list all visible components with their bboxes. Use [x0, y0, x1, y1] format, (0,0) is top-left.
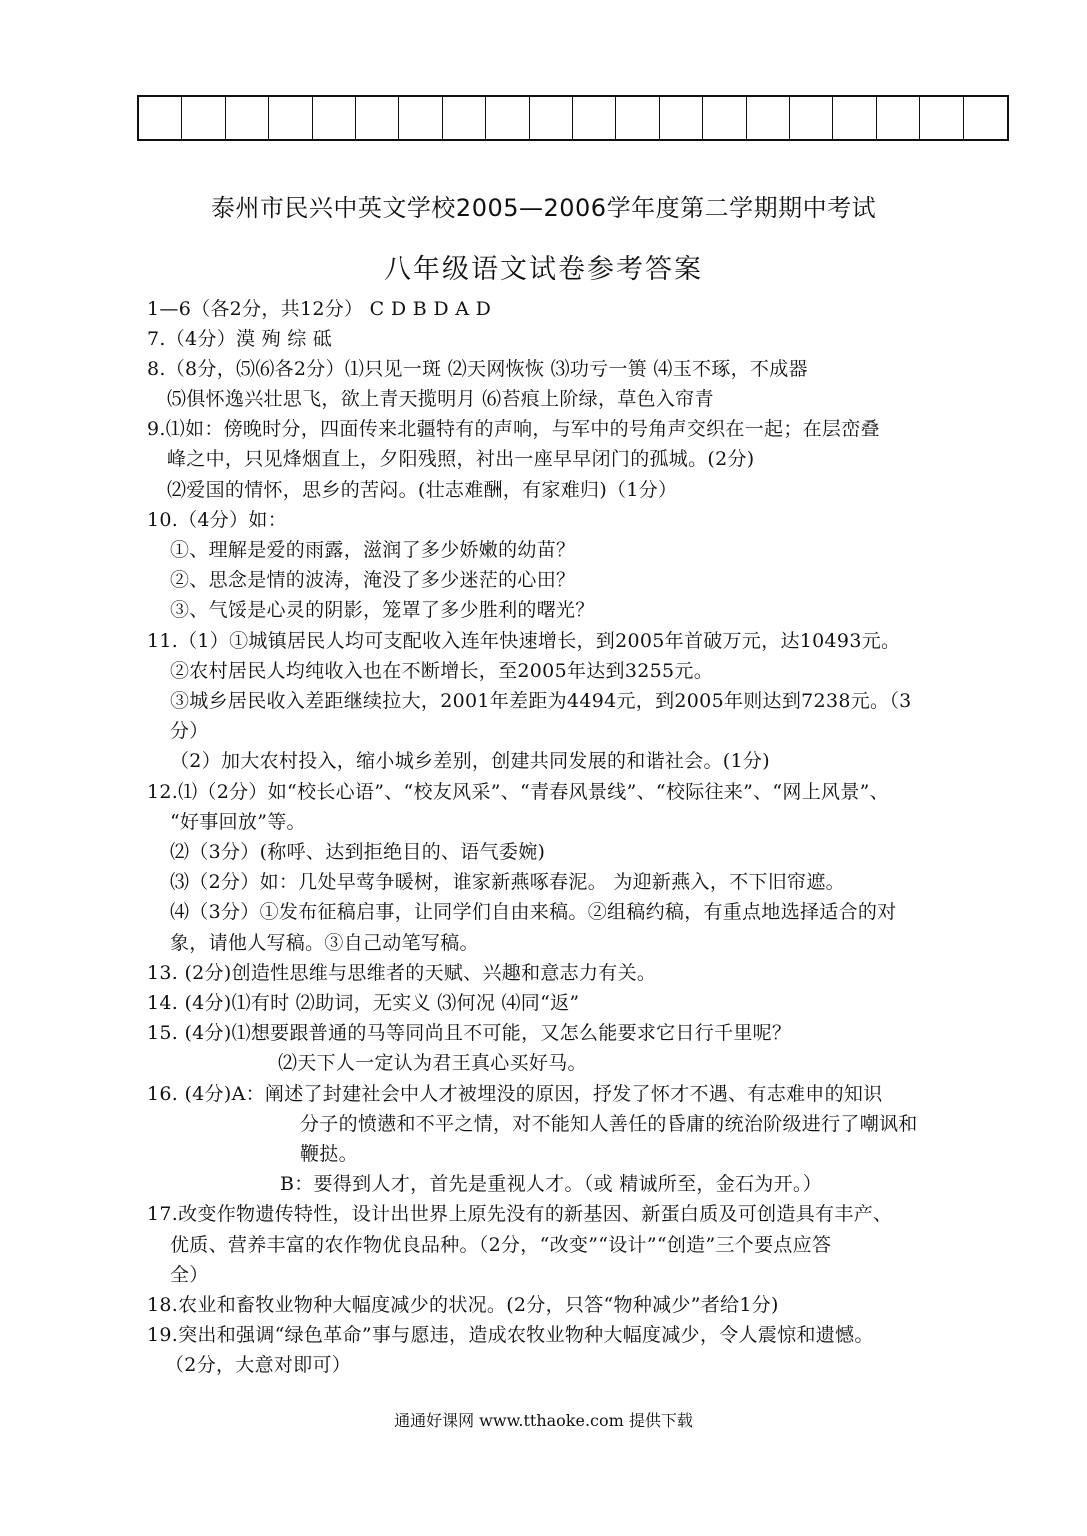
answer-line: 分子的愤懑和不平之情，对不能知人善任的昏庸的统治阶级进行了嘲讽和 — [300, 1113, 918, 1135]
answer-line: 17.改变作物遗传特性，设计出世界上原先没有的新基因、新蛋白质及可创造具有丰产、 — [147, 1203, 893, 1225]
answer-line: ①、理解是爱的雨露，滋润了多少娇嫩的幼苗？ — [170, 539, 576, 561]
answer-line: 分） — [170, 720, 209, 742]
answer-line: 鞭挞。 — [300, 1143, 358, 1165]
answer-line: ②农村居民人均纯收入也在不断增长，至2005年达到3255元。 — [170, 660, 714, 682]
score-box-grid — [137, 95, 1009, 141]
exam-title: 泰州市民兴中英文学校2005—2006学年度第二学期期中考试 — [210, 194, 877, 222]
answer-line: ⑵（3分）(称呼、达到拒绝目的、语气委婉) — [170, 841, 546, 863]
answer-line: 象，请他人写稿。③自己动笔写稿。 — [170, 932, 479, 954]
answer-line: 峰之中，只见烽烟直上，夕阳残照，衬出一座早早闭门的孤城。(2分) — [167, 448, 755, 470]
score-box — [399, 97, 442, 139]
answer-line: 全） — [170, 1264, 209, 1286]
answer-line: ⑸俱怀逸兴壮思飞，欲上青天揽明月 ⑹苔痕上阶绿，草色入帘青 — [167, 388, 714, 410]
score-box — [747, 97, 790, 139]
answer-line: ⑶（2分）如：几处早莺争暖树，谁家新燕啄春泥。 为迎新燕入，不下旧帘遮。 — [170, 871, 845, 893]
answer-line: ⑷（3分）①发布征稿启事，让同学们自由来稿。②组稿约稿，有重点地选择适合的对 — [170, 901, 897, 923]
score-box — [139, 97, 182, 139]
answer-key-title: 八年级语文试卷参考答案 — [384, 254, 703, 285]
score-box — [313, 97, 356, 139]
answer-line: ⑵天下人一定认为君王真心买好马。 — [278, 1052, 587, 1074]
answer-line: 7.（4分）漠 殉 综 砥 — [147, 328, 333, 350]
score-box — [877, 97, 920, 139]
score-box — [703, 97, 746, 139]
answer-line: B：要得到人才，首先是重视人才。（或 精诚所至，金石为开。） — [280, 1173, 823, 1195]
footer-credit: 通通好课网 www.tthaoke.com 提供下载 — [394, 1411, 693, 1430]
answer-line: 12.⑴（2分）如“校长心语”、“校友风采”、“青春风景线”、“校际往来”、“网上风景”、 — [147, 781, 889, 803]
answer-line: 1—6（各2分，共12分） C D B D A D — [147, 298, 492, 320]
answer-line: ⑵爱国的情怀，思乡的苦闷。(壮志难酬，有家难归)（1分） — [167, 479, 678, 501]
answer-line: ③城乡居民收入差距继续拉大，2001年差距为4494元，到2005年则达到7238元。（3 — [170, 690, 912, 712]
answer-line: 14. (4分)⑴有时 ⑵助词，无实义 ⑶何况 ⑷同“返” — [147, 992, 580, 1014]
answer-line: （2）加大农村投入，缩小城乡差别，创建共同发展的和谐社会。(1分) — [170, 750, 770, 772]
answer-line: 18.农业和畜牧业物种大幅度减少的状况。(2分，只答“物种减少”者给1分) — [147, 1294, 779, 1316]
answer-line: 11.（1）①城镇居民人均可支配收入连年快速增长，到2005年首破万元，达10493元。 — [147, 630, 901, 652]
answer-line: “好事回放”等。 — [170, 811, 306, 833]
score-box — [486, 97, 529, 139]
score-box — [356, 97, 399, 139]
answer-line: 19.突出和强调“绿色革命”事与愿违，造成农牧业物种大幅度减少，令人震惊和遗憾。 — [147, 1324, 874, 1346]
score-box — [616, 97, 659, 139]
score-box — [920, 97, 963, 139]
answer-line: 13. (2分)创造性思维与思维者的天赋、兴趣和意志力有关。 — [147, 962, 657, 984]
score-box — [269, 97, 312, 139]
score-box — [182, 97, 225, 139]
answer-line: 10.（4分）如： — [147, 509, 288, 531]
score-box — [573, 97, 616, 139]
score-box — [964, 97, 1007, 139]
answer-line: 8.（8分，⑸⑹各2分）⑴只见一斑 ⑵天网恢恢 ⑶功亏一篑 ⑷玉不琢，不成器 — [147, 358, 808, 380]
answer-line: 9.⑴如：傍晚时分，四面传来北疆特有的声响，与军中的号角声交织在一起；在层峦叠 — [147, 418, 880, 440]
score-box — [660, 97, 703, 139]
answer-line: 16. (4分)A：阐述了封建社会中人才被埋没的原因，抒发了怀才不遇、有志难申的知识 — [147, 1083, 883, 1105]
answer-line: （2分，大意对即可） — [165, 1354, 352, 1376]
answer-line: 优质、营养丰富的农作物优良品种。（2分，“改变”“设计”“创造”三个要点应答 — [170, 1234, 832, 1256]
answer-line: ②、思念是情的波涛，淹没了多少迷茫的心田？ — [170, 569, 576, 591]
answer-line: ③、气馁是心灵的阴影，笼罩了多少胜利的曙光？ — [170, 599, 595, 621]
score-box — [833, 97, 876, 139]
score-box — [226, 97, 269, 139]
answer-line: 15. (4分)⑴想要跟普通的马等同尚且不可能，又怎么能要求它日行千里呢？ — [147, 1022, 792, 1044]
score-box — [530, 97, 573, 139]
score-box — [790, 97, 833, 139]
score-box — [443, 97, 486, 139]
